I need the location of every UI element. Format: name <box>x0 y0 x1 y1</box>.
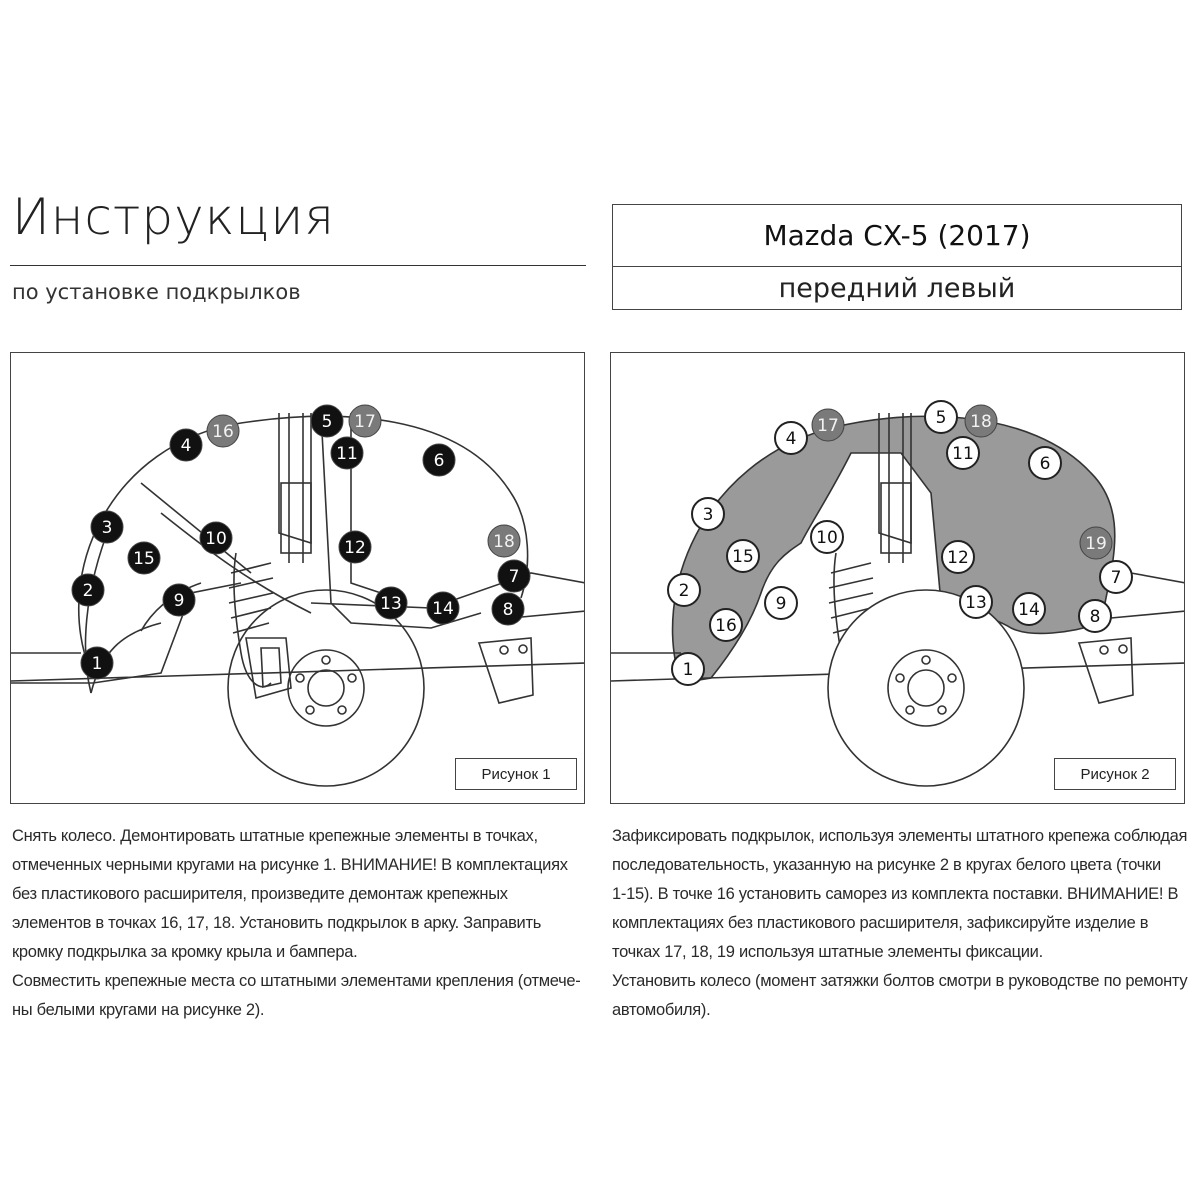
marker-1 <box>81 647 113 679</box>
marker-11 <box>947 437 979 469</box>
marker-number: 3 <box>101 518 113 538</box>
instruction-line: Установить колесо (момент затяжки болтов смотри в руководстве по ремонту <box>612 972 1188 990</box>
marker-10 <box>200 522 232 554</box>
figure-1-label: Рисунок 1 <box>455 758 577 790</box>
marker-number: 18 <box>493 532 515 552</box>
marker-number: 14 <box>1018 600 1040 620</box>
marker-number: 14 <box>432 599 454 619</box>
marker-6 <box>1029 447 1061 479</box>
marker-16 <box>710 609 742 641</box>
instructions-left <box>12 822 592 1025</box>
marker-number: 9 <box>173 591 185 611</box>
marker-5 <box>925 401 957 433</box>
marker-number: 1 <box>91 654 103 674</box>
instruction-line: точках 17, 18, 19 используя штатные элементы фиксации. <box>612 943 1043 961</box>
marker-8 <box>1079 600 1111 632</box>
marker-number: 15 <box>732 547 754 567</box>
marker-7 <box>498 560 530 592</box>
marker-18 <box>965 405 997 437</box>
marker-number: 17 <box>354 412 376 432</box>
marker-number: 10 <box>816 528 838 548</box>
marker-number: 18 <box>970 412 992 432</box>
marker-4 <box>775 422 807 454</box>
marker-number: 17 <box>817 416 839 436</box>
marker-6 <box>423 444 455 476</box>
marker-number: 2 <box>678 581 690 601</box>
model-side: передний левый <box>778 272 1016 304</box>
marker-number: 7 <box>1110 568 1122 588</box>
marker-13 <box>960 586 992 618</box>
marker-number: 16 <box>715 616 737 636</box>
figure-2-label: Рисунок 2 <box>1054 758 1176 790</box>
model-box <box>612 204 1182 310</box>
marker-18 <box>488 525 520 557</box>
marker-10 <box>811 521 843 553</box>
marker-number: 10 <box>205 529 227 549</box>
figure-1 <box>10 352 585 804</box>
marker-19 <box>1080 527 1112 559</box>
marker-9 <box>163 584 195 616</box>
marker-number: 1 <box>682 660 694 680</box>
marker-number: 15 <box>133 549 155 569</box>
marker-12 <box>942 541 974 573</box>
marker-14 <box>1013 593 1045 625</box>
model-name: Mazda CX-5 (2017) <box>613 205 1181 267</box>
marker-4 <box>170 429 202 461</box>
marker-3 <box>692 498 724 530</box>
instruction-line: элементов в точках 16, 17, 18. Установить подкрылок в арку. Заправить <box>12 914 542 932</box>
marker-number: 11 <box>336 444 358 464</box>
marker-2 <box>72 574 104 606</box>
marker-number: 12 <box>344 538 366 558</box>
marker-number: 13 <box>965 593 987 613</box>
marker-number: 2 <box>82 581 94 601</box>
marker-number: 7 <box>508 567 520 587</box>
marker-number: 16 <box>212 422 234 442</box>
marker-number: 3 <box>702 505 714 525</box>
marker-7 <box>1100 561 1132 593</box>
marker-3 <box>91 511 123 543</box>
marker-number: 4 <box>785 429 797 449</box>
marker-number: 4 <box>180 436 192 456</box>
instruction-line: Зафиксировать подкрылок, используя элементы штатного крепежа соблюдая <box>612 827 1188 845</box>
marker-number: 6 <box>1039 454 1051 474</box>
instruction-line: отмеченных черными кругами на рисунке 1. ВНИМАНИЕ! В комплектациях <box>12 856 568 874</box>
instruction-line: без пластикового расширителя, произведите демонтаж крепежных <box>12 885 508 903</box>
marker-number: 8 <box>502 600 514 620</box>
instruction-line: 1-15). В точке 16 установить саморез из комплекта поставки. ВНИМАНИЕ! В <box>612 885 1179 903</box>
marker-number: 6 <box>433 451 445 471</box>
instruction-line: Снять колесо. Демонтировать штатные крепежные элементы в точках, <box>12 827 538 845</box>
marker-1 <box>672 653 704 685</box>
marker-11 <box>331 437 363 469</box>
marker-number: 9 <box>775 594 787 614</box>
instruction-line: комплектациях без пластикового расширителя, зафиксируйте изделие в <box>612 914 1149 932</box>
marker-number: 12 <box>947 548 969 568</box>
figure-2-drawing <box>611 353 1185 804</box>
marker-16 <box>207 415 239 447</box>
instruction-line: кромку подкрылка за кромку крыла и бампера. <box>12 943 358 961</box>
marker-number: 5 <box>935 408 947 428</box>
marker-15 <box>128 542 160 574</box>
figure-2 <box>610 352 1185 804</box>
marker-9 <box>765 587 797 619</box>
marker-8 <box>492 593 524 625</box>
instruction-line: автомобиля). <box>612 1001 711 1019</box>
marker-14 <box>427 592 459 624</box>
marker-17 <box>349 405 381 437</box>
page-subtitle: по установке подкрылков <box>12 280 301 304</box>
figure-1-drawing <box>11 353 585 804</box>
instruction-line: Совместить крепежные места со штатными элементами крепления (отмече- <box>12 972 581 990</box>
marker-15 <box>727 540 759 572</box>
marker-number: 19 <box>1085 534 1107 554</box>
marker-number: 11 <box>952 444 974 464</box>
page-title: Инструкция <box>12 188 335 246</box>
marker-5 <box>311 405 343 437</box>
marker-13 <box>375 587 407 619</box>
instruction-line: последовательность, указанную на рисунке 2 в кругах белого цвета (точки <box>612 856 1161 874</box>
marker-12 <box>339 531 371 563</box>
marker-2 <box>668 574 700 606</box>
title-divider <box>10 265 586 266</box>
marker-number: 5 <box>321 412 333 432</box>
instruction-line: ны белыми кругами на рисунке 2). <box>12 1001 265 1019</box>
marker-17 <box>812 409 844 441</box>
instructions-right <box>612 822 1188 1025</box>
marker-number: 13 <box>380 594 402 614</box>
marker-number: 8 <box>1089 607 1101 627</box>
